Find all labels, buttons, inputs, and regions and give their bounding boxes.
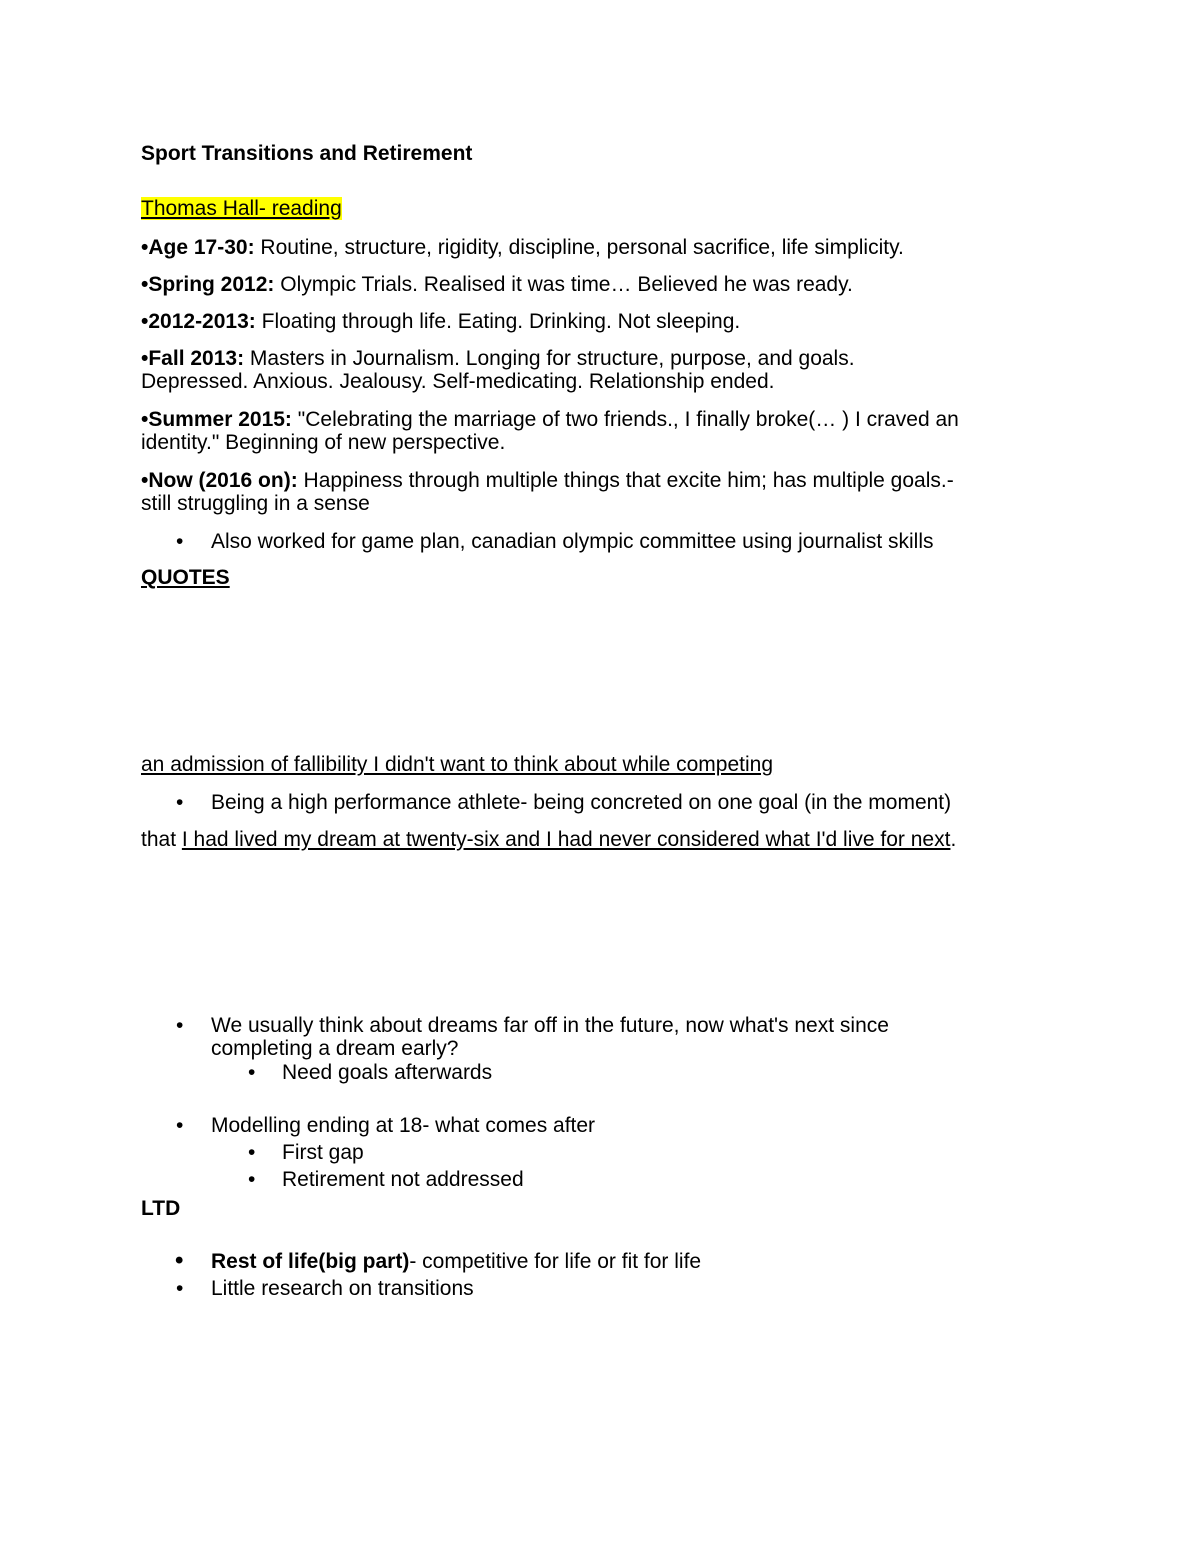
reading-heading	[141, 197, 342, 221]
bullet-glyph: •	[248, 1141, 256, 1164]
timeline-item-2012-2013	[141, 310, 740, 334]
timeline-item-now-cont: still struggling in a sense	[141, 492, 370, 515]
timeline-text: Floating through life. Eating. Drinking. Not sleeping.	[255, 310, 741, 333]
timeline-label: •Summer 2015:	[141, 408, 292, 431]
bullet-modelling: Modelling ending at 18- what comes after	[211, 1114, 596, 1137]
timeline-item-spring-2012	[141, 273, 853, 297]
timeline-label: •Age 17-30:	[141, 236, 255, 259]
ltd-bullet-bold: Rest of life(big part)	[211, 1250, 410, 1273]
reading-heading-highlight: Thomas Hall- reading	[141, 197, 342, 220]
quote-dream-prefix: that	[141, 828, 182, 851]
bullet-glyph: •	[176, 530, 184, 553]
timeline-item-fall-2013-cont: Depressed. Anxious. Jealousy. Self-medicating. Relationship ended.	[141, 370, 775, 393]
timeline-text: "Celebrating the marriage of two friends., I finally broke(… ) I craved an	[291, 408, 959, 431]
timeline-item-summer-2015	[141, 408, 959, 432]
bullet-dreams: We usually think about dreams far off in the future, now what's next since	[211, 1014, 889, 1037]
sub-bullet-retirement: Retirement not addressed	[282, 1168, 524, 1191]
quote-dream	[141, 828, 956, 852]
timeline-item-age	[141, 236, 904, 260]
timeline-text: Routine, structure, rigidity, discipline, personal sacrifice, life simplicity.	[254, 236, 904, 259]
quote-dream-suffix: .	[950, 828, 957, 851]
quotes-heading: QUOTES	[141, 566, 230, 589]
timeline-text: Masters in Journalism. Longing for structure, purpose, and goals.	[244, 347, 855, 370]
bullet-glyph: •	[176, 1014, 184, 1037]
ltd-heading: LTD	[141, 1197, 181, 1220]
timeline-item-fall-2013	[141, 347, 855, 371]
bullet-high-performance: Being a high performance athlete- being concreted on one goal (in the moment)	[211, 791, 952, 814]
timeline-label: •Spring 2012:	[141, 273, 275, 296]
bullet-glyph: •	[176, 1277, 184, 1300]
quote-dream-underlined: I had lived my dream at twenty-six and I had never considered what I'd live for next	[181, 828, 951, 851]
ltd-bullet-rest-of-life	[211, 1250, 701, 1274]
timeline-label: •Now (2016 on):	[141, 469, 298, 492]
bullet-glyph: •	[175, 1247, 184, 1274]
bullet-glyph: •	[176, 791, 184, 814]
sub-bullet-first-gap: First gap	[282, 1141, 364, 1164]
bullet-journalist: Also worked for game plan, canadian olympic committee using journalist skills	[211, 530, 934, 553]
ltd-bullet-research: Little research on transitions	[211, 1277, 474, 1300]
bullet-glyph: •	[176, 1114, 184, 1137]
ltd-bullet-rest: - competitive for life or fit for life	[409, 1250, 702, 1273]
timeline-item-summer-2015-cont: identity." Beginning of new perspective.	[141, 431, 506, 454]
bullet-dreams-cont: completing a dream early?	[211, 1037, 459, 1060]
bullet-glyph: •	[248, 1168, 256, 1191]
timeline-label: •2012-2013:	[141, 310, 256, 333]
timeline-item-now	[141, 469, 954, 493]
quote-fallibility: an admission of fallibility I didn't want to think about while competing	[141, 753, 774, 776]
bullet-glyph: •	[248, 1061, 256, 1084]
document-title: Sport Transitions and Retirement	[141, 142, 473, 165]
sub-bullet-goals: Need goals afterwards	[282, 1061, 493, 1084]
timeline-text: Olympic Trials. Realised it was time… Believed he was ready.	[274, 273, 853, 296]
timeline-label: •Fall 2013:	[141, 347, 245, 370]
timeline-text: Happiness through multiple things that excite him; has multiple goals.-	[297, 469, 954, 492]
